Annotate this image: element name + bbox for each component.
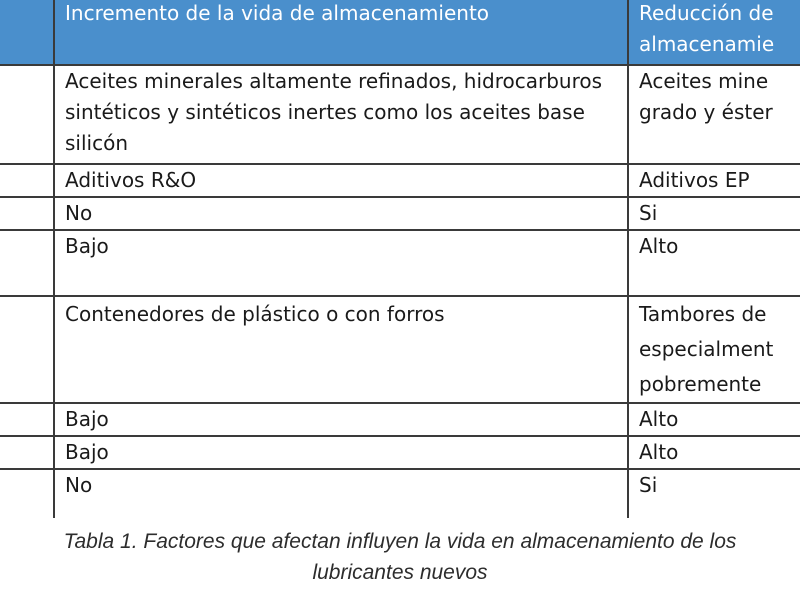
table-cell-increase: Aditivos R&O	[54, 164, 628, 197]
table-cell-factor	[0, 197, 54, 230]
table-cell-increase: Contenedores de plástico o con forros	[54, 296, 628, 403]
table-cell-reduction: Si	[628, 197, 800, 230]
table-cell-factor	[0, 164, 54, 197]
table-cell-factor	[0, 230, 54, 296]
header-cell-factor	[0, 0, 54, 65]
table-cell-factor	[0, 296, 54, 403]
table-cell-factor	[0, 403, 54, 436]
table-cell-reduction: Alto	[628, 403, 800, 436]
table-row	[0, 230, 800, 296]
table-cell-increase: Bajo	[54, 230, 628, 296]
table-cell-reduction: Alto	[628, 230, 800, 296]
caption-line-2: lubricantes nuevos	[312, 561, 488, 584]
table-row	[0, 65, 800, 164]
table-row	[0, 469, 800, 518]
caption-line-1: Tabla 1. Factores que afectan influyen la vida en almacenamiento de los	[63, 530, 737, 553]
table-row	[0, 436, 800, 469]
table-row	[0, 296, 800, 403]
table-cell-reduction: Alto	[628, 436, 800, 469]
table-cell-factor	[0, 65, 54, 164]
table-cell-increase: Bajo	[54, 436, 628, 469]
table-row	[0, 197, 800, 230]
table-cell-increase: Aceites minerales altamente refinados, hidrocarburos sintéticos y sintéticos inertes como los aceites base silicón	[54, 65, 628, 164]
table-cell-increase: No	[54, 469, 628, 518]
table-cell-factor	[0, 436, 54, 469]
header-cell-increase: Incremento de la vida de almacenamiento	[54, 0, 628, 65]
table-cell-reduction: Tambores de especialment pobremente	[628, 296, 800, 403]
table-cell-increase: Bajo	[54, 403, 628, 436]
table-cell-reduction: Aceites mine grado y éster	[628, 65, 800, 164]
table-cell-reduction: Si	[628, 469, 800, 518]
table-caption	[0, 526, 800, 588]
table-cell-factor	[0, 469, 54, 518]
table-cell-increase: No	[54, 197, 628, 230]
table-row	[0, 164, 800, 197]
table-row	[0, 403, 800, 436]
table-header-row	[0, 0, 800, 65]
header-cell-reduction: Reducción de almacenamie	[628, 0, 800, 65]
table-cell-reduction: Aditivos EP	[628, 164, 800, 197]
